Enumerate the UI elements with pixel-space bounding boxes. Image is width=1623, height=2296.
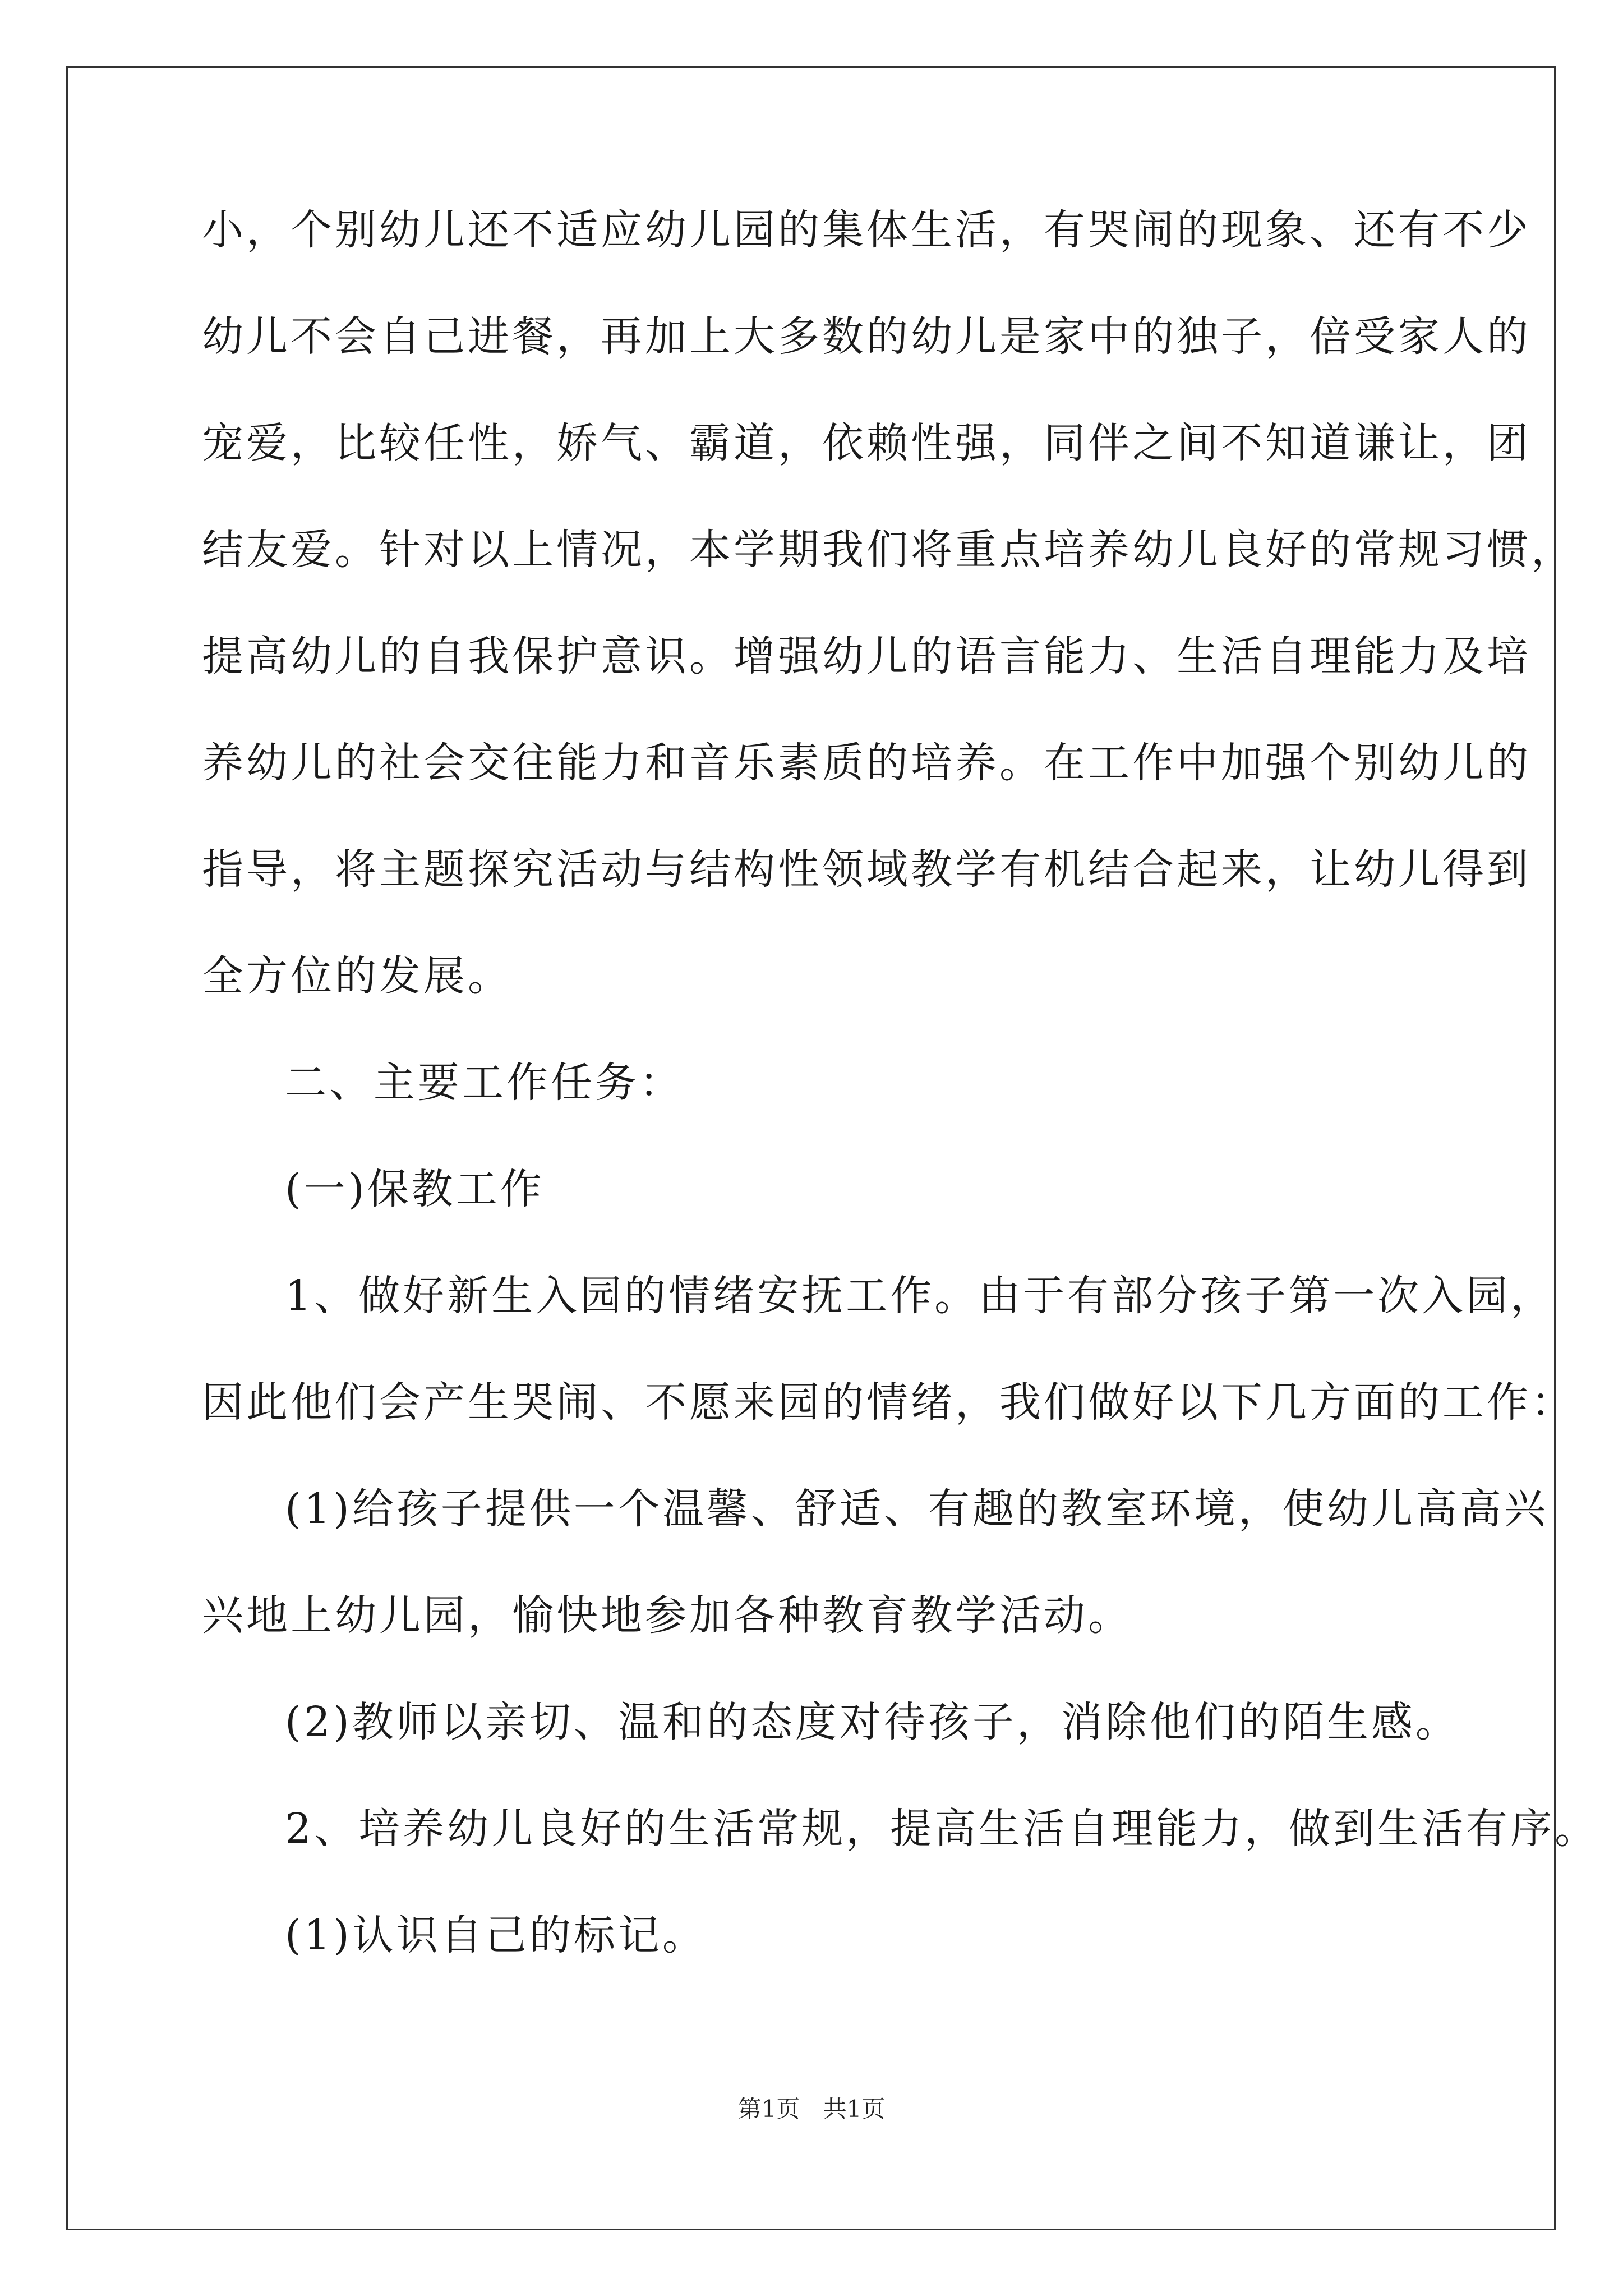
text-line: 结友爱。针对以上情况，本学期我们将重点培养幼儿良好的常规习惯，	[202, 526, 1575, 574]
page-footer	[0, 2092, 1623, 2126]
text-line: 兴地上幼儿园，愉快地参加各种教育教学活动。	[202, 1591, 1132, 1640]
text-line: 幼儿不会自己进餐，再加上大多数的幼儿是家中的独子，倍受家人的	[202, 312, 1531, 361]
text-line: (2)教师以亲切、温和的态度对待孩子，消除他们的陌生感。	[285, 1698, 1460, 1746]
page-border	[66, 66, 1556, 2230]
text-line: 宠爱，比较任性，娇气、霸道，依赖性强，同伴之间不知道谦让，团	[202, 419, 1531, 467]
text-line: 全方位的发展。	[202, 952, 512, 1000]
text-line: 1、做好新生入园的情绪安抚工作。由于有部分孩子第一次入园，	[285, 1272, 1555, 1320]
text-line: 小，个别幼儿还不适应幼儿园的集体生活，有哭闹的现象、还有不少	[202, 206, 1531, 254]
text-line: (1)认识自己的标记。	[285, 1911, 707, 1959]
page-number-total: 共1页	[823, 2095, 886, 2123]
text-line: 2、培养幼儿良好的生活常规，提高生活自理能力，做到生活有序。	[285, 1805, 1599, 1853]
text-line: 提高幼儿的自我保护意识。增强幼儿的语言能力、生活自理能力及培	[202, 632, 1531, 680]
text-line: (1)给孩子提供一个温馨、舒适、有趣的教室环境，使幼儿高高兴	[285, 1485, 1548, 1533]
section-heading: 二、主要工作任务：	[285, 1059, 684, 1107]
text-line: 因此他们会产生哭闹、不愿来园的情绪，我们做好以下几方面的工作：	[202, 1378, 1575, 1427]
text-line: 指导，将主题探究活动与结构性领域教学有机结合起来，让幼儿得到	[202, 845, 1531, 894]
subsection-heading: (一)保教工作	[285, 1165, 545, 1213]
page-number-current: 第1页	[737, 2095, 800, 2123]
text-line: 养幼儿的社会交往能力和音乐素质的培养。在工作中加强个别幼儿的	[202, 739, 1531, 787]
